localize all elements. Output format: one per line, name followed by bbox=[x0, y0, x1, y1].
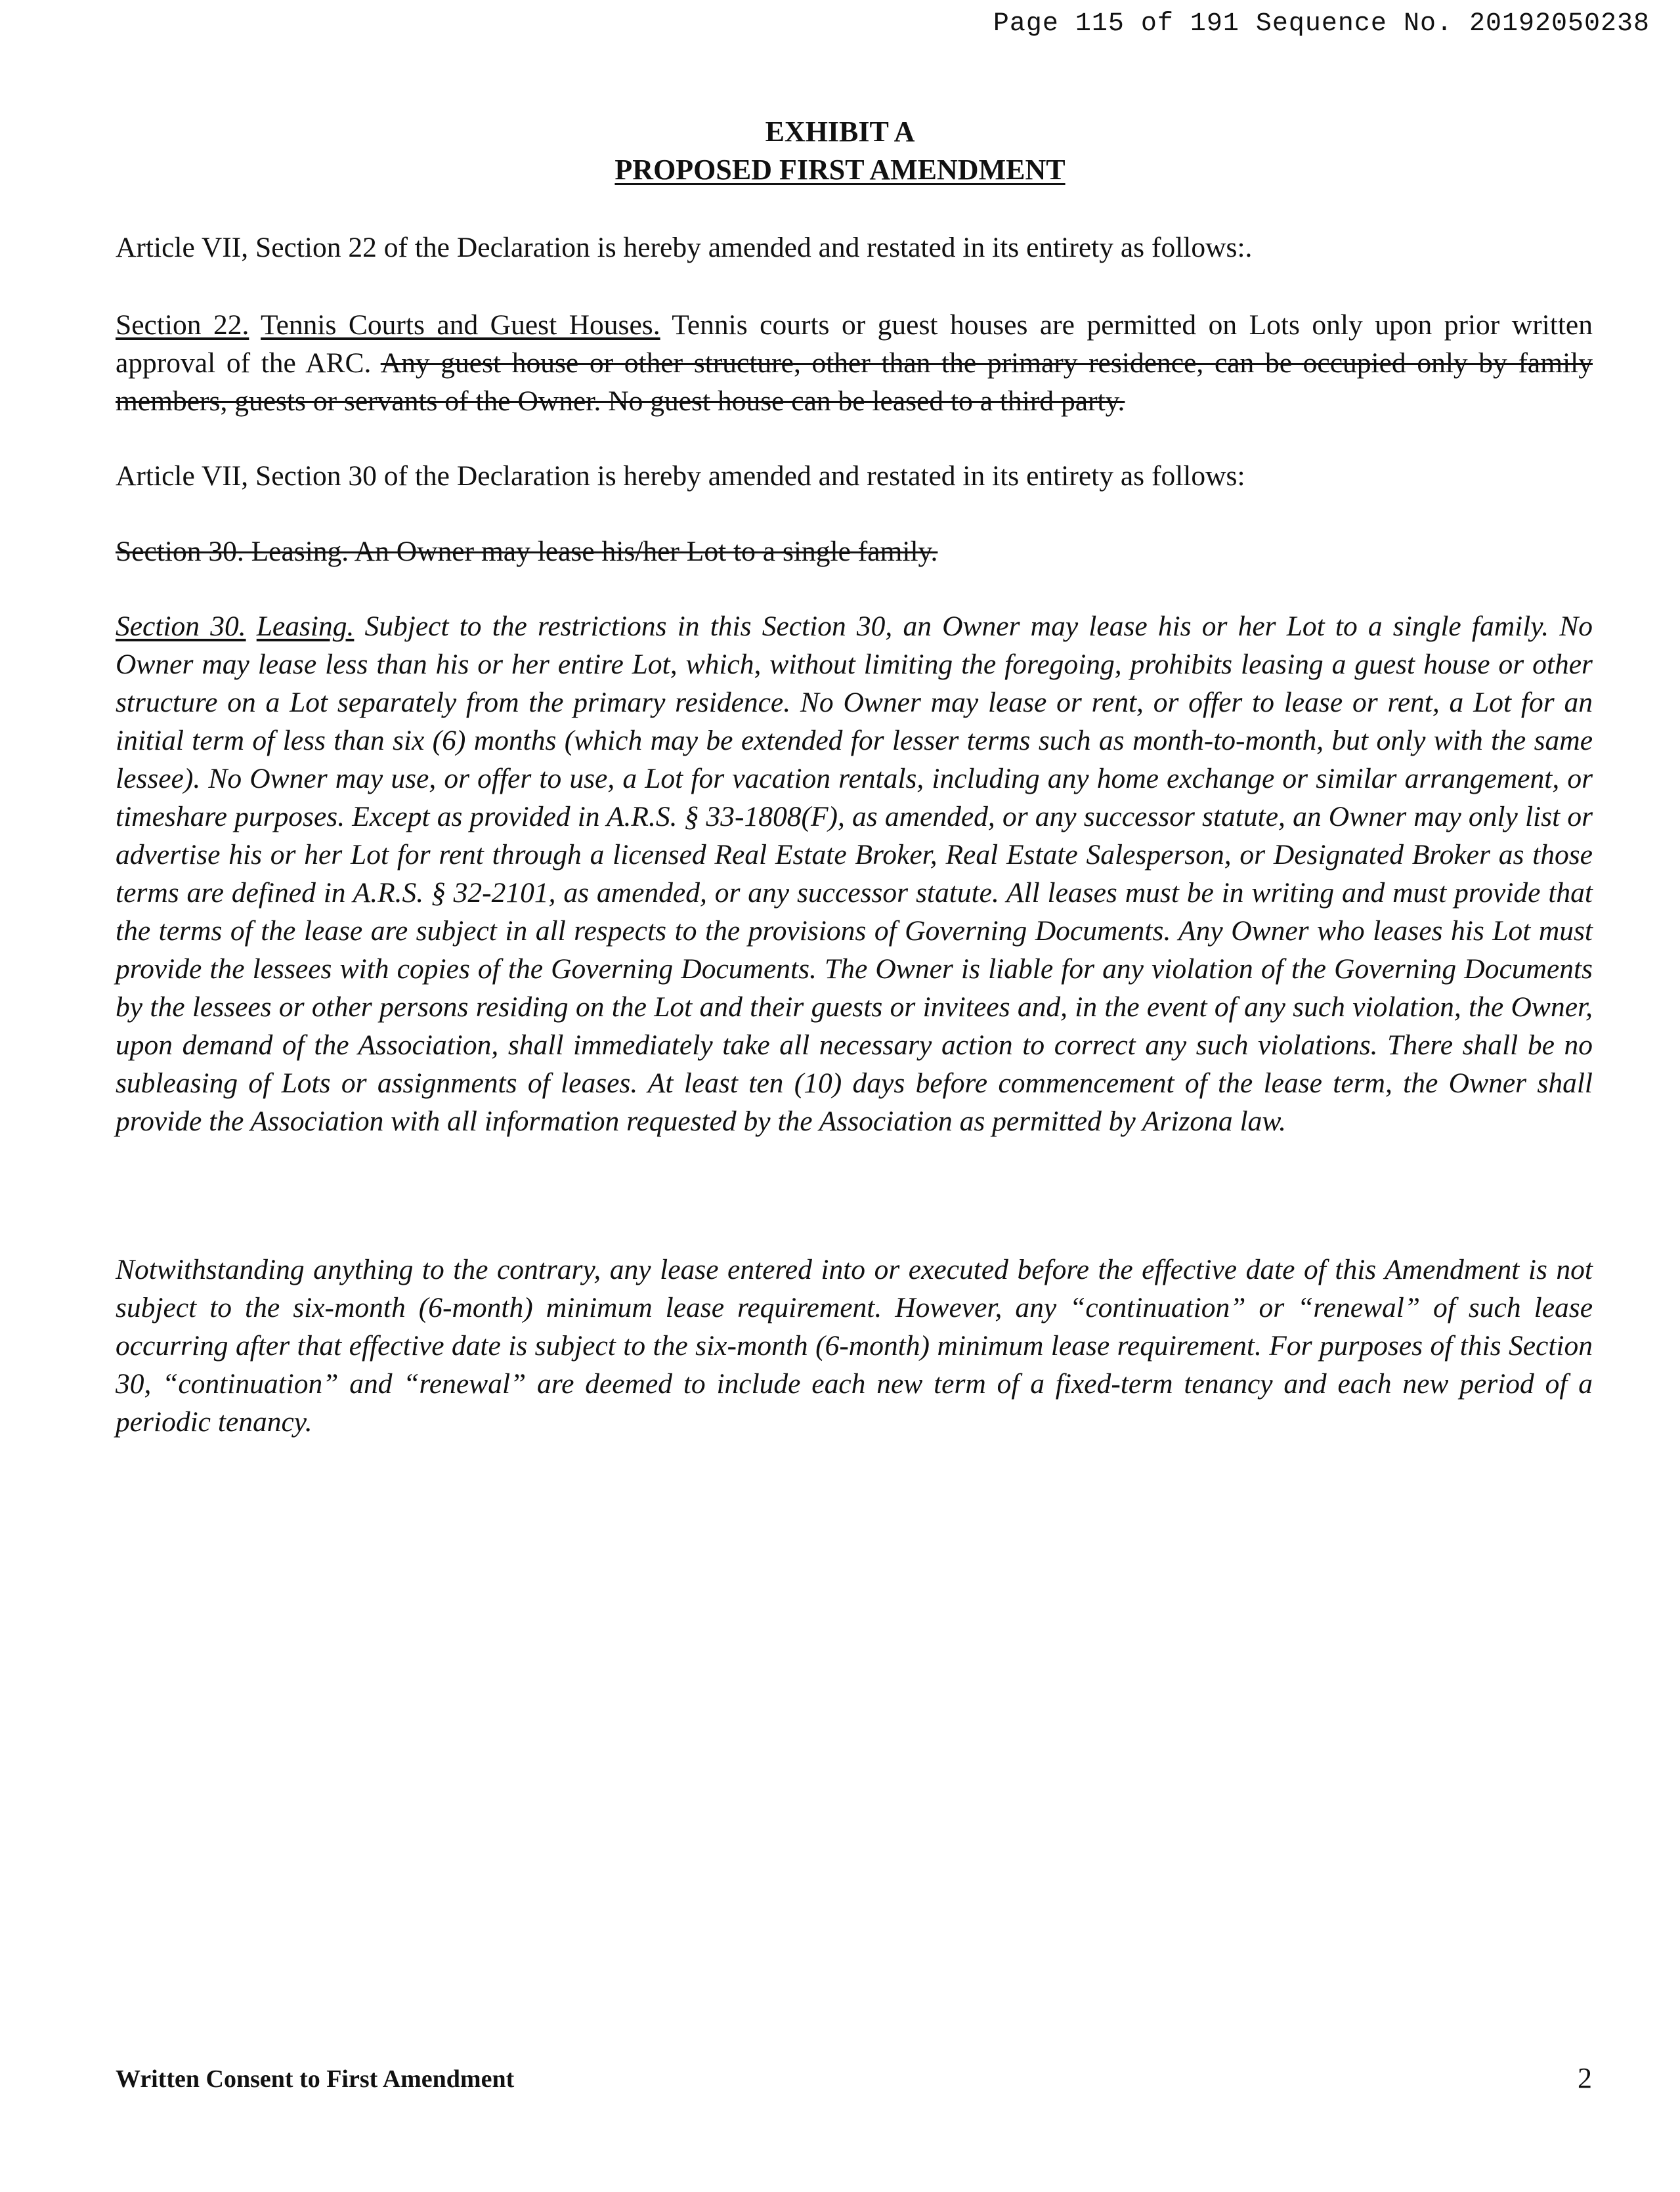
section30-paragraph bbox=[116, 607, 1593, 1140]
section22-text: Tennis courts or guest houses are permitted on Lots only upon prior written approval of the ARC. bbox=[116, 309, 1593, 379]
section30-label: Section 30. bbox=[116, 611, 246, 642]
section30-text: Subject to the restrictions in this Section 30, an Owner may lease his or her Lot to a single family. No Owner may lease less than his or her entire Lot, which, without limiting the foregoing, prohibits leasing a guest house or other structure on a Lot separately from the primary residence. No Owner may lease or rent, or offer to lease or rent, a Lot for an initial term of less than six (6) months (which may be extended for lesser terms such as month-to-month, but only with the same lessee). No Owner may use, or offer to use, a Lot for vacation rentals, including any home exchange or similar arrangement, or timeshare purposes. Except as provided in A.R.S. § 33-1808(F), as amended, or any successor statute, an Owner may only list or advertise his or her Lot for rent through a licensed Real Estate Broker, Real Estate Salesperson, or Designated Broker as those terms are defined in A.R.S. § 32-2101, as amended, or any successor statute. All leases must be in writing and must provide that the terms of the lease are subject in all respects to the provisions of Governing Documents. Any Owner who leases his Lot must provide the lessees with copies of the Governing Documents. The Owner is liable for any violation of the Governing Documents by the lessees or other persons residing on the Lot and their guests or invitees and, in the event of any such violation, the Owner, upon demand of the Association, shall immediately take all necessary action to correct any such violations. There shall be no subleasing of Lots or assignments of leases. At least ten (10) days before commencement of the lease term, the Owner shall provide the Association with all information requested by the Association as permitted by Arizona law. bbox=[116, 611, 1593, 1137]
article22-intro: Article VII, Section 22 of the Declaration is hereby amended and restated in its entirety as follows:. bbox=[116, 232, 1253, 263]
amendment-title: PROPOSED FIRST AMENDMENT bbox=[614, 154, 1066, 186]
article30-intro: Article VII, Section 30 of the Declaration is hereby amended and restated in its entirety as follows: bbox=[116, 460, 1245, 492]
section30-struck-original: Section 30. Leasing. An Owner may lease his/her Lot to a single family. bbox=[116, 536, 938, 567]
section22-title: Tennis Courts and Guest Houses. bbox=[261, 309, 660, 341]
section30-title: Leasing. bbox=[256, 611, 355, 642]
section22-label: Section 22. bbox=[116, 309, 249, 341]
notwithstanding-paragraph: Notwithstanding anything to the contrary, any lease entered into or executed before the effective date of this Amendment is not subject to the six-month (6-month) minimum lease requirement. However, any “continuation” or “renewal” of such lease occurring after that effective date is subject to the six-month (6-month) minimum lease requirement. For purposes of this Section 30, “continuation” and “renewal” are deemed to include each new term of a fixed-term tenancy and each new period of a periodic tenancy. bbox=[116, 1254, 1593, 1438]
exhibit-title: EXHIBIT A bbox=[765, 116, 915, 148]
footer-title: Written Consent to First Amendment bbox=[116, 2065, 515, 2093]
title-block bbox=[0, 113, 1680, 189]
page-sequence-header: Page 115 of 191 Sequence No. 20192050238 bbox=[993, 9, 1650, 39]
page-number: 2 bbox=[1578, 2062, 1592, 2094]
section22-struck-text: Any guest house or other structure, other than the primary residence, can be occupied only by family members, guests or servants of the Owner. No guest house can be leased to a third party. bbox=[116, 347, 1593, 417]
section22-paragraph bbox=[116, 306, 1593, 420]
